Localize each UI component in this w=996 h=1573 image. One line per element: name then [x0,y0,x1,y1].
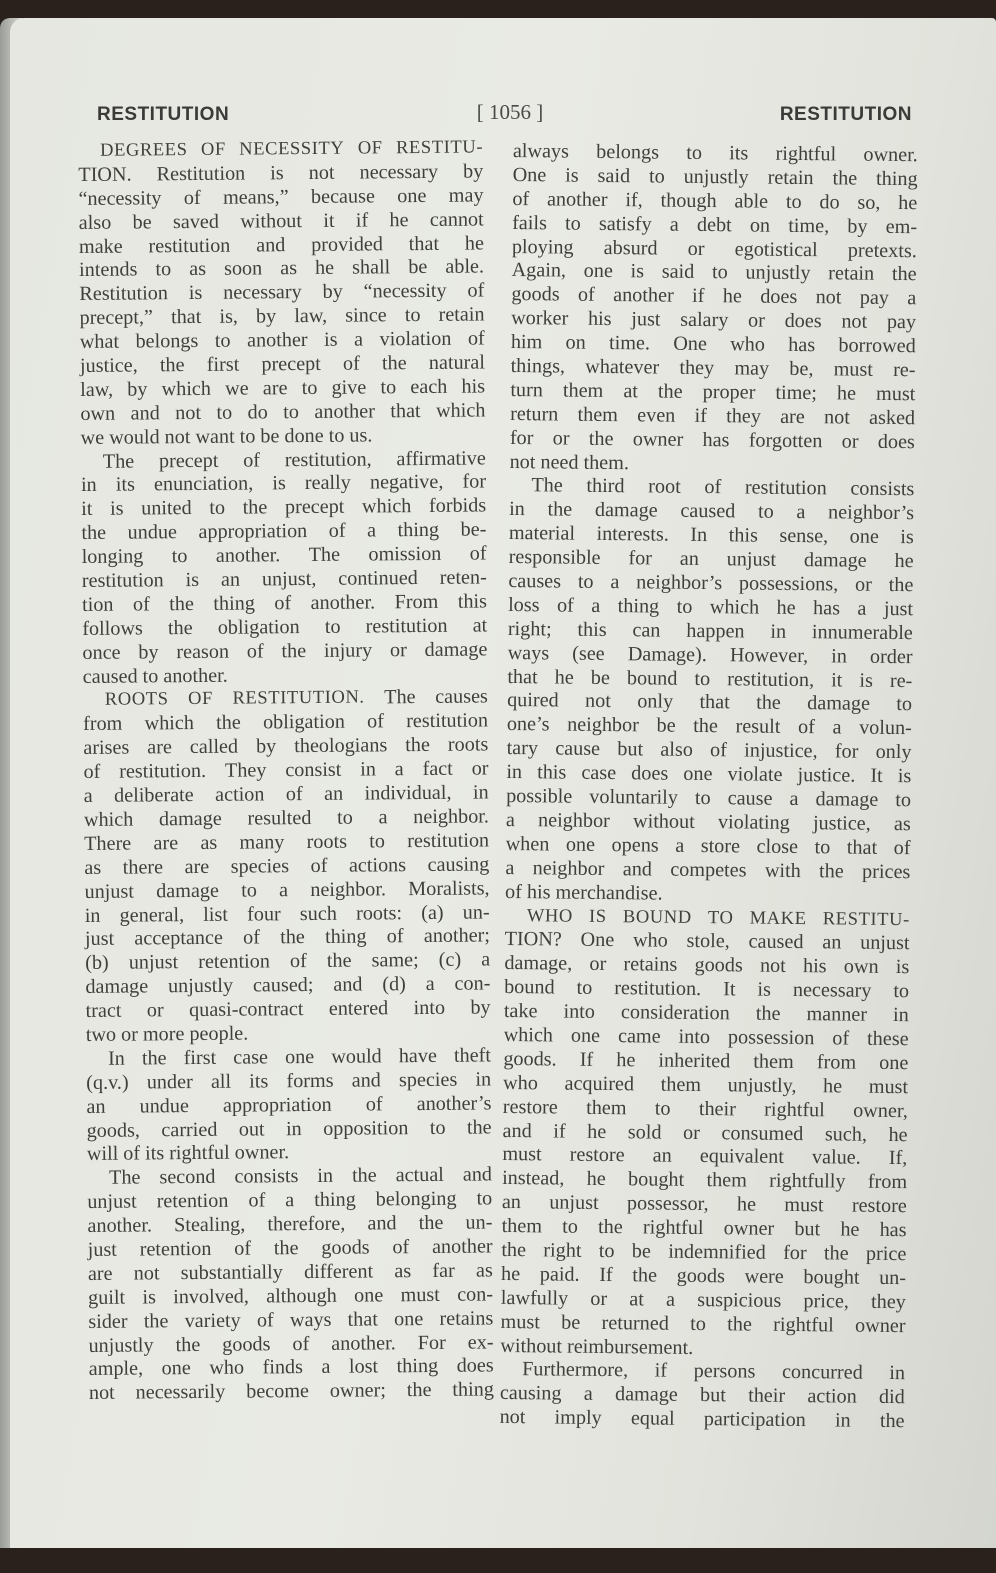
text-line: possible voluntarily to cause a damage to [506,785,912,812]
text-line: and if he sold or consumed such, he [502,1119,908,1146]
text-line: make restitution and provided that he [78,232,485,258]
running-head [97,100,912,132]
text-line: unjustly the goods of another. For ex- [88,1330,494,1357]
text-line: the undue appropriation of a thing be- [81,518,487,545]
text-line: TION. Restitution is not necessary by [78,160,484,186]
text-line: another. Stealing, therefore, and the un- [87,1211,493,1238]
text-line: for or the owner has forgotten or does [509,426,915,453]
text-line: The second consists in the actual and [108,1163,493,1190]
text-line: not necessarily become owner; the thing [88,1378,494,1405]
text-line: “necessity of means,” because one may [78,184,484,210]
text-line: causes to a neighbor’s possessions, or the [508,570,914,597]
text-line: restore them to their rightful owner, [502,1095,908,1122]
text-line: own and not to do to another that which [80,399,486,425]
text-line: goods of another if he does not pay a [511,283,917,310]
page-number: [ 1056 ] [476,100,544,124]
text-line: which damage resulted to a neighbor. [83,805,490,831]
text-line: TION? One who stole, caused an unjust [504,928,910,955]
text-line: not need them. [509,450,630,474]
text-line: of his merchandise. [505,880,663,905]
text-line: the right to be indemnified for the price [501,1238,907,1266]
text-line: tion of the thing of another. From this [81,590,488,616]
text-line: follows the obligation to restitution at [82,614,488,640]
text-line: as there are species of actions causing [84,853,490,879]
text-line: loss of a thing to which he has a just [508,593,914,621]
text-line: WHO IS BOUND TO MAKE RESTITU- [526,905,910,930]
text-line: right; this can happen in innumerable [507,617,913,645]
text-line: unjust damage to a neighbor. Moralists, [84,877,490,903]
running-head-right: RESTITUTION [779,104,912,125]
text-line: fails to satisfy a debt on time, by em- [512,211,918,238]
text-line: ample, one who finds a lost thing does [88,1354,494,1381]
text-line: take into consideration the manner in [503,1000,909,1027]
text-line: damage, or retains goods not his own is [504,952,910,979]
text-line: law, by which we are to give to each his [80,375,486,401]
text-line: when one opens a store close to that of [505,832,911,860]
text-line: Restitution is necessary by “necessity of [79,279,485,306]
text-line: which one came into possession of these [503,1023,909,1051]
text-line: (b) unjust retention of the same; (c) a [85,948,491,975]
text-line: worker his just salary or does not pay [511,307,917,334]
text-line: must restore an equivalent value. If, [502,1143,908,1170]
text-line: of another if, though able to do so, he [512,187,918,215]
text-line: ways (see Damage). However, in order [507,641,913,668]
text-line: once by reason of the injury or damage [82,638,488,664]
text-line: The third root of restitution consists [531,474,915,501]
text-line: in its enunciation, is really negative, for [80,470,487,497]
text-line: ROOTS OF RESTITUTION. The causes [104,685,488,711]
text-line: instead, he bought them rightfully from [502,1167,908,1194]
text-line: restitution is an unjust, continued reten- [81,566,487,593]
text-line: not imply equal participation in the [499,1406,905,1433]
text-line: in general, list four such roots: (a) un- [84,900,490,927]
text-line: always belongs to its rightful owner. [512,140,918,167]
text-line: ploying absurd or egotistical pretexts. [511,235,917,262]
text-line: a neighbor without violating justice, as [505,808,911,836]
text-line: without reimbursement. [500,1334,694,1359]
text-line: quired not only that the damage to [507,689,913,716]
text-line: goods. If he inherited them from one [503,1047,909,1075]
text-line: that he be bound to restitution, it is re- [507,665,913,692]
text-line: Again, one is said to unjustly retain the [511,259,917,286]
text-line: material interests. In this sense, one is [508,522,914,549]
text-line: are not substantially different as far as [87,1259,493,1285]
text-line: it is united to the precept which forbids [81,494,487,521]
text-line: what belongs to another is a violation of [79,327,485,354]
text-line: There are as many roots to restitution [84,829,490,855]
text-line: In the first case one would have theft [107,1044,492,1070]
text-line: justice, the first precept of the natural [79,351,486,378]
text-line: will of its rightful owner. [86,1141,290,1166]
text-line: Furthermore, if persons concurred in [522,1358,906,1385]
text-line: an unjust possessor, he must restore [501,1191,907,1218]
text-line: precept,” that is, by law, since to retain [79,303,485,330]
text-line: things, whatever they may be, must re- [510,355,916,382]
text-line: in the damage caused to a neighbor’s [509,498,915,525]
text-line: them to the rightful owner but he has [501,1215,907,1242]
text-line: just retention of the goods of another [87,1235,493,1261]
text-line: causing a damage but their action did [499,1382,905,1409]
text-line: damage unjustly caused; and (d) a con- [85,972,491,999]
text-column-right [499,140,917,1434]
text-line: must be returned to the rightful owner [500,1310,906,1337]
text-line: of restitution. They consist in a fact or [83,757,489,784]
text-line: caused to another. [82,664,228,688]
text-line: longing to another. The omission of [81,542,487,569]
text-line: a neighbor and competes with the prices [505,856,911,883]
text-line: one’s neighbor be the result of a volun- [506,713,912,740]
text-line: guilt is involved, although one must con- [88,1283,494,1309]
text-line: just acceptance of the thing of another; [84,924,491,951]
text-line: tary cause but also of injustice, for only [506,737,912,764]
text-line: DEGREES OF NECESSITY OF RESTITU- [100,137,484,161]
text-line: One is said to unjustly retain the thing [512,163,918,191]
text-line: him on time. One who has borrowed [510,331,916,358]
text-line: also be saved without it if he cannot [78,208,484,234]
text-line: return them even if they are not asked [510,402,916,430]
text-line: arises are called by theologians the roots [83,733,489,760]
text-line: lawfully or at a suspicious price, they [500,1286,906,1313]
text-line: we would not want to be done to us. [80,424,373,449]
text-line: sider the variety of ways that one retains [88,1307,494,1333]
text-line: who acquired them unjustly, he must [503,1071,909,1098]
text-line: two or more people. [85,1022,249,1046]
text-line: responsible for an unjust damage he [508,546,914,573]
text-line: in this case does one violate justice. It is [506,761,912,788]
text-line: The precept of restitution, affirmative [102,447,486,473]
text-line: he paid. If the goods were bought un- [501,1262,907,1290]
text-line: unjust retention of a thing belonging to [87,1187,493,1214]
text-line: (q.v.) under all its forms and species in [86,1068,492,1094]
text-line: bound to restitution. It is necessary to [504,976,910,1003]
text-line: an undue appropriation of another’s [86,1092,492,1118]
text-line: turn them at the proper time; he must [510,378,916,406]
text-line: intends to as soon as he shall be able. [79,255,485,282]
text-line: from which the obligation of restitution [83,709,489,736]
text-column-left [78,136,494,1406]
text-line: goods, carried out in opposition to the [86,1115,492,1142]
text-line: tract or quasi-contract entered into by [85,996,491,1023]
text-line: a deliberate action of an individual, in [83,781,489,808]
running-head-left: RESTITUTION [97,104,230,125]
